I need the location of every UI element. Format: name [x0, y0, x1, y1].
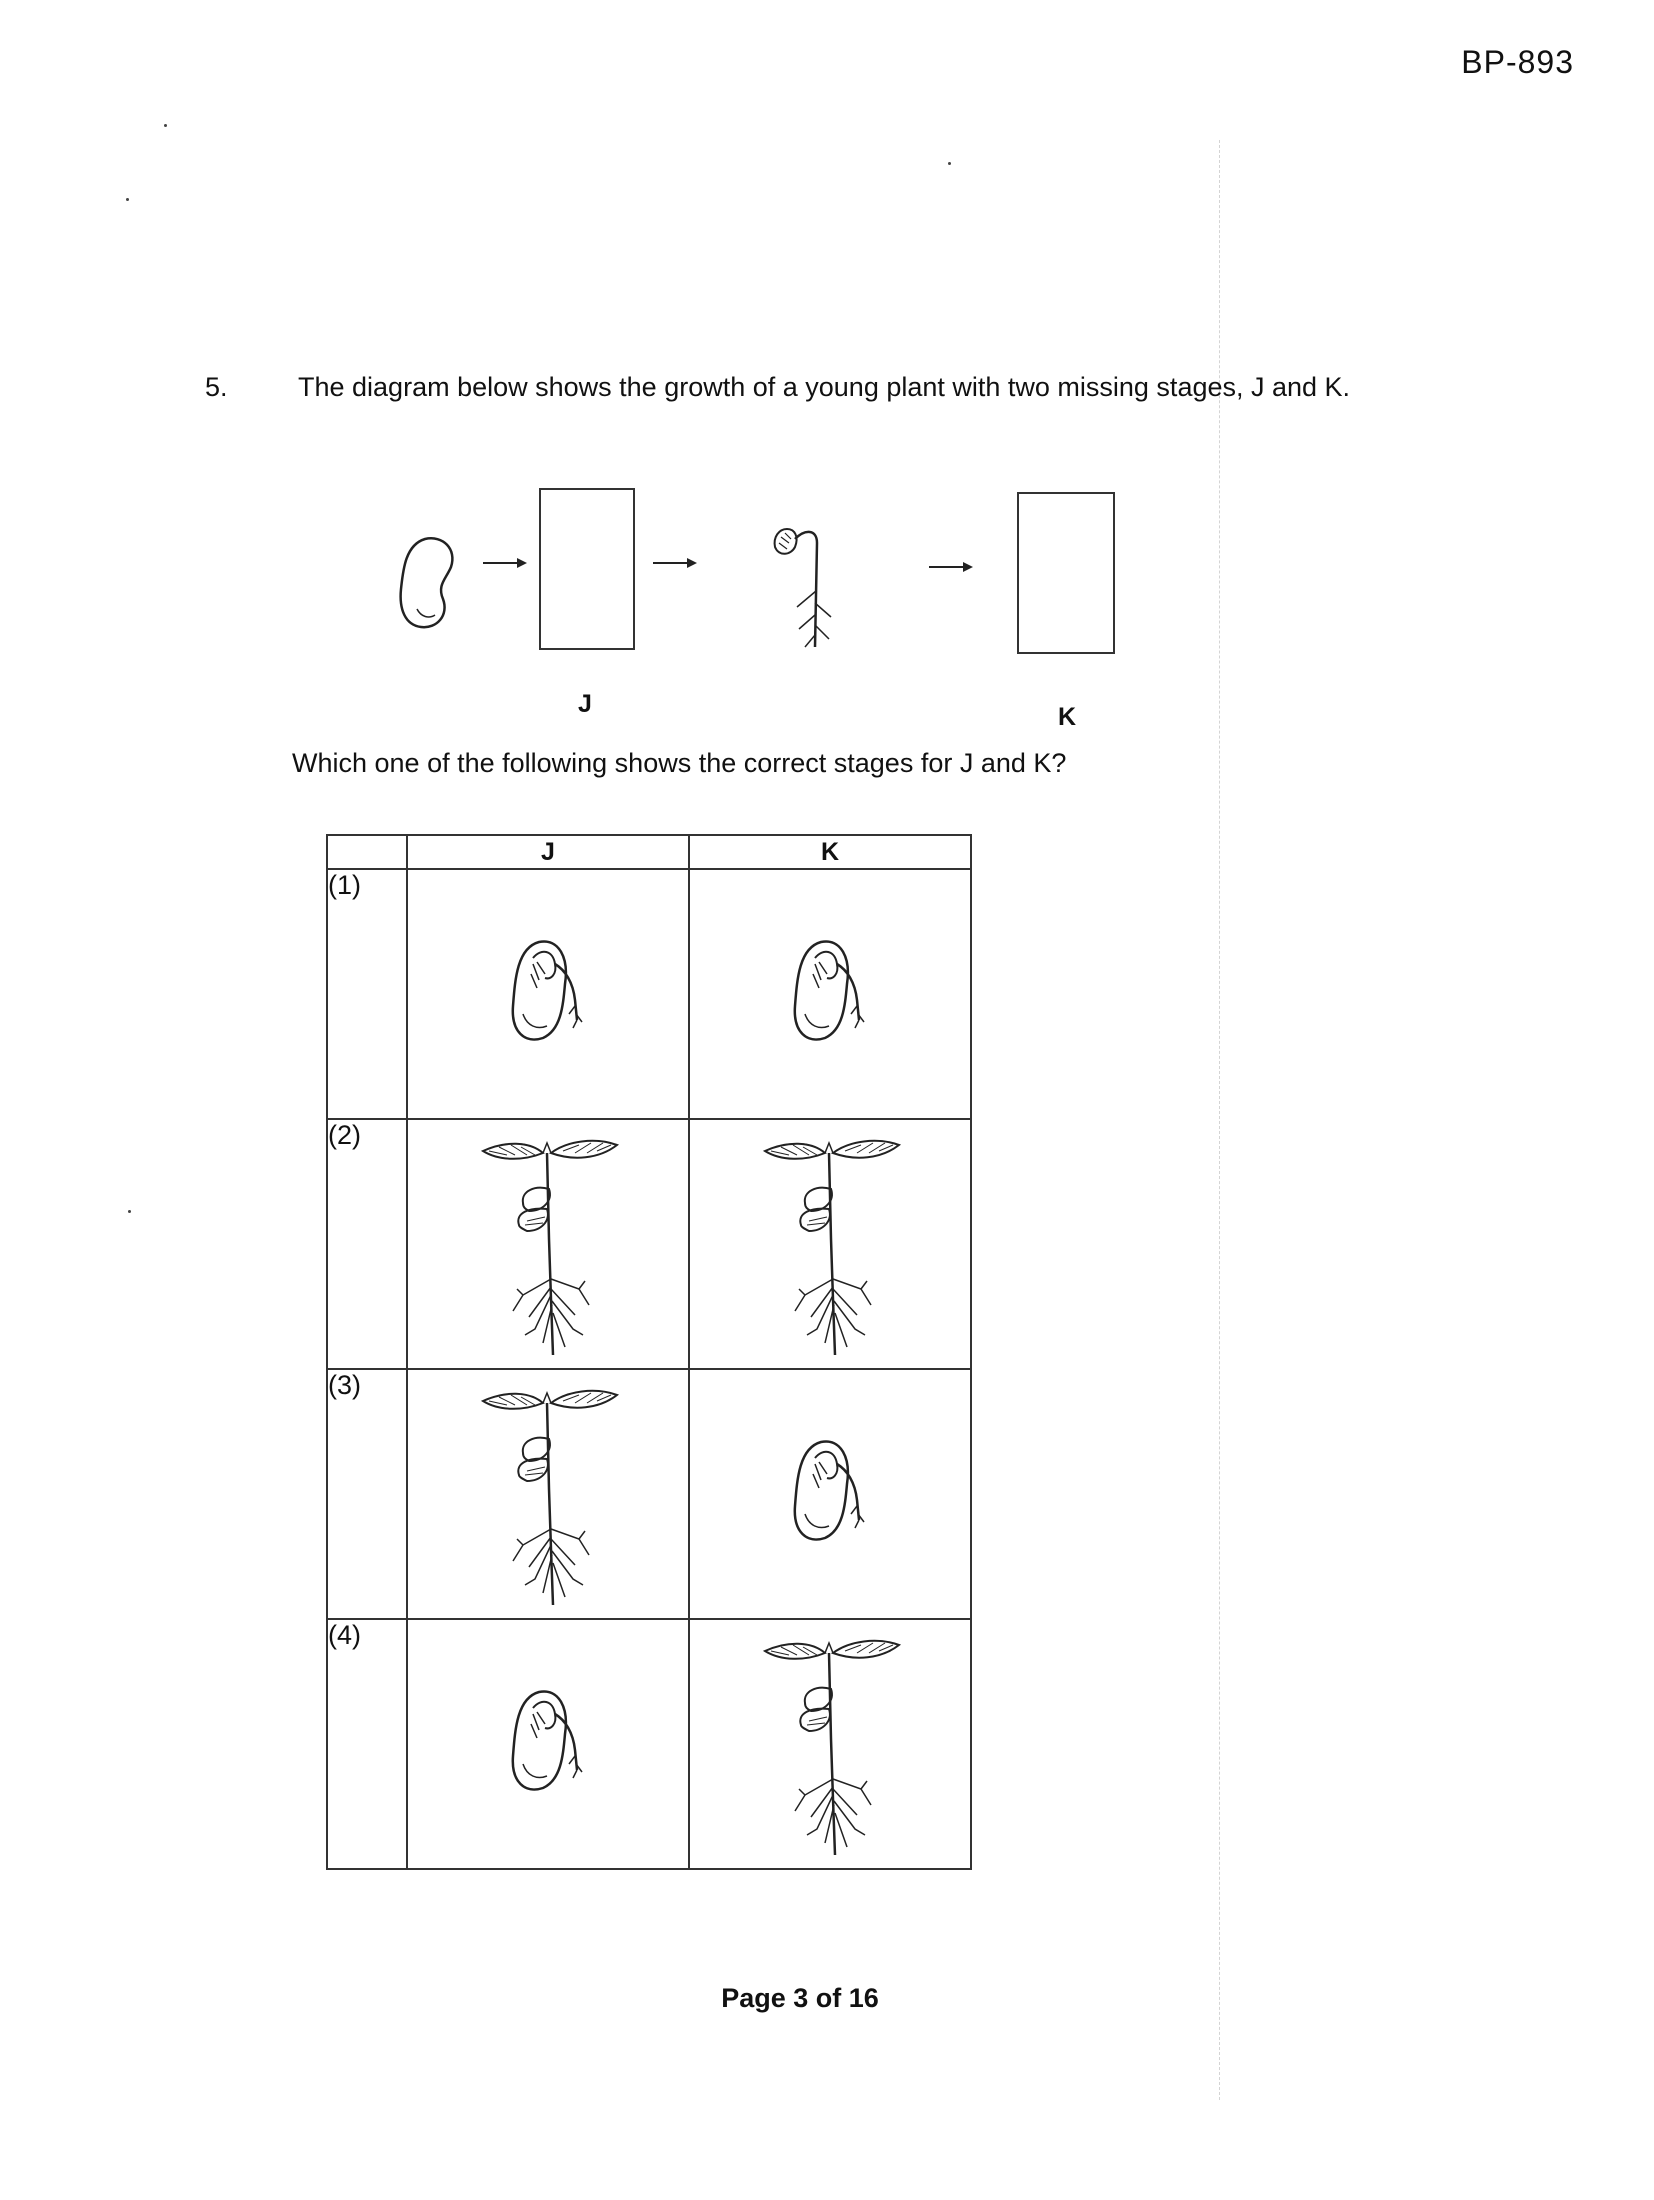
option-label: (2) — [327, 1119, 407, 1369]
question-number: 5. — [205, 372, 228, 402]
stage-k-label: K — [1058, 703, 1077, 731]
option-2-k — [689, 1119, 971, 1369]
options-table — [326, 834, 972, 1870]
scan-speck — [948, 162, 951, 165]
option-3-j — [407, 1369, 689, 1619]
option-2-j — [407, 1119, 689, 1369]
arrow-right-icon — [929, 559, 973, 575]
table-header-j: J — [407, 835, 689, 869]
option-4-k — [689, 1619, 971, 1869]
page-number-footer: Page 3 of 16 — [721, 1983, 879, 2013]
stage-j-box — [539, 488, 635, 650]
table-row[interactable] — [327, 869, 971, 1119]
germinating-seed-icon — [503, 1684, 593, 1804]
table-header-k: K — [689, 835, 971, 869]
seedling-with-leaves-icon — [463, 1379, 633, 1609]
scan-speck — [126, 198, 129, 201]
arrow-right-icon — [653, 555, 697, 571]
option-1-k — [689, 869, 971, 1119]
growth-diagram — [395, 485, 1155, 745]
germinating-seed-icon — [785, 934, 875, 1054]
question-text: The diagram below shows the growth of a young plant with two missing stages, J and K. — [298, 372, 1351, 402]
option-label: (3) — [327, 1369, 407, 1619]
scan-margin-line — [1219, 140, 1220, 2100]
seedling-with-leaves-icon — [745, 1629, 915, 1859]
seedling-with-leaves-icon — [463, 1129, 633, 1359]
seedling-with-leaves-icon — [745, 1129, 915, 1359]
option-label: (4) — [327, 1619, 407, 1869]
page-code: BP-893 — [1461, 44, 1574, 80]
young-seedling-icon — [755, 507, 845, 657]
stage-k-box — [1017, 492, 1115, 654]
bean-seed-icon — [395, 533, 465, 633]
scan-speck — [164, 124, 167, 127]
option-4-j — [407, 1619, 689, 1869]
germinating-seed-icon — [785, 1434, 875, 1554]
option-3-k — [689, 1369, 971, 1619]
stage-j-label: J — [578, 690, 592, 718]
option-label: (1) — [327, 869, 407, 1119]
table-row[interactable] — [327, 1119, 971, 1369]
table-header-corner — [327, 835, 407, 869]
arrow-right-icon — [483, 555, 527, 571]
table-row[interactable] — [327, 1619, 971, 1869]
scan-speck — [128, 1210, 131, 1213]
table-header-row — [327, 835, 971, 869]
question-prompt: Which one of the following shows the correct stages for J and K? — [292, 748, 1067, 778]
germinating-seed-icon — [503, 934, 593, 1054]
table-row[interactable] — [327, 1369, 971, 1619]
option-1-j — [407, 869, 689, 1119]
